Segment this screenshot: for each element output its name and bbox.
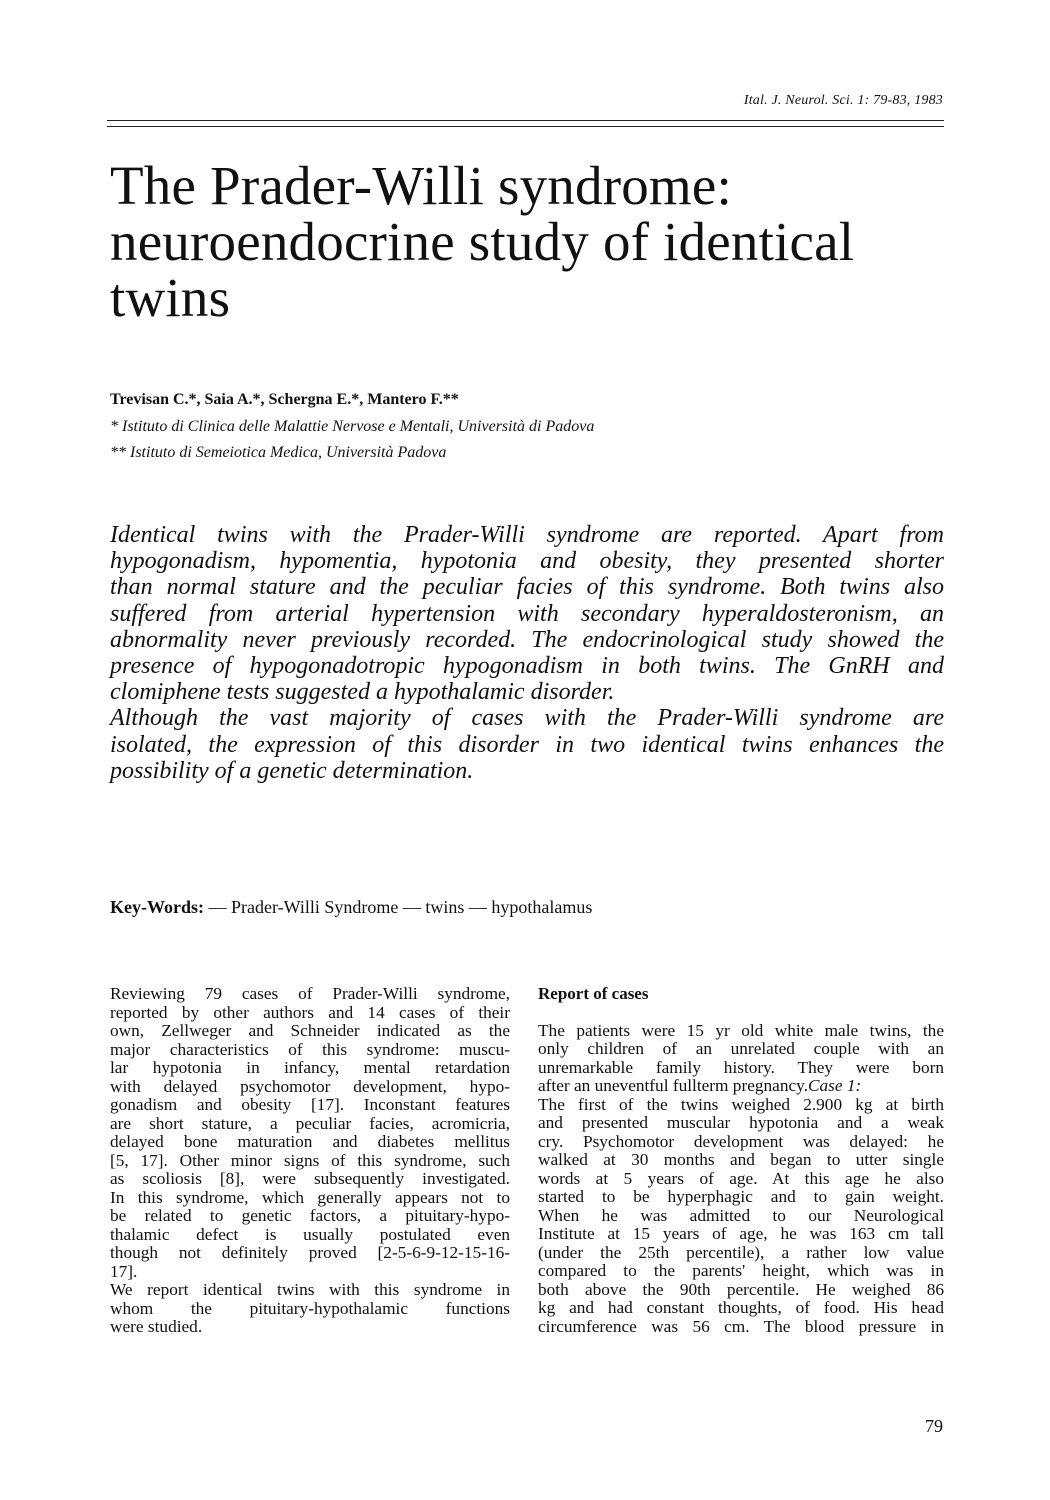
keywords-label: Key-Words: [110,897,204,917]
body-line: words at 5 years of age. At this age he also [538,1168,944,1188]
abstract-line: Identical twins with the Prader-Willi syndrome are reported. Apart from [110,522,944,548]
body-line: thalamic defect is usually postulated even [110,1224,510,1244]
keywords-text: — Prader-Willi Syndrome — twins — hypothalamus [204,897,593,917]
abstract-line: Although the vast majority of cases with the Prader-Willi syndrome are [110,705,944,732]
body-line: are short stature, a peculiar facies, acromicria, [110,1113,510,1133]
case-label: Case 1: [807,1076,862,1095]
right-column [538,985,944,1336]
body-line: both above the 90th percentile. He weighed 86 [538,1279,944,1299]
body-line: (under the 25th percentile), a rather low value [538,1242,944,1262]
body-line: only children of an unrelated couple with an [538,1039,944,1058]
body-line: Reviewing 79 cases of Prader-Willi syndrome, [110,984,510,1003]
body-line: 17]. [110,1261,138,1281]
body-line: were studied. [110,1317,203,1336]
body-line: as scoliosis [8], were subsequently investigated. [110,1169,510,1188]
left-column [110,985,510,1337]
title-line: neuroendocrine study of identical [110,211,855,272]
journal-reference: Ital. J. Neurol. Sci. 1: 79-83, 1983 [743,93,943,108]
body-line: In this syndrome, which generally appears not to [110,1187,510,1207]
body-line: be related to genetic factors, a pituitary-hypo- [110,1206,510,1225]
body-line: with delayed psychomotor development, hypo- [110,1076,510,1096]
header-rule-bottom [107,126,944,127]
abstract-line: possibility of a genetic determination. [110,757,474,784]
body-line: delayed bone maturation and diabetes mellitus [110,1132,510,1151]
abstract-line: abnormality never previously recorded. The endocrinological study showed the [110,626,944,653]
body-line: We report identical twins with this syndrome in [110,1280,510,1299]
keywords [110,897,592,918]
abstract-line: hypogonadism, hypomentia, hypotonia and obesity, they presented shorter [110,548,944,575]
body-line: When he was admitted to our Neurological [538,1205,944,1225]
header-rule-top [107,120,944,121]
author-list: Trevisan C.*, Saia A.*, Schergna E.*, Mantero F.** [110,391,459,408]
title-line: twins [110,267,231,328]
body-line: compared to the parents' height, which was in [538,1261,944,1280]
body-line: lar hypotonia in infancy, mental retardation [110,1058,510,1077]
body-line: whom the pituitary-hypothalamic functions [110,1298,510,1318]
body-line: reported by other authors and 14 cases of their [110,1002,510,1022]
body-line: [5, 17]. Other minor signs of this syndrome, such [110,1150,510,1170]
page-number: 79 [925,1416,943,1436]
body-line: walked at 30 months and began to utter single [538,1150,944,1169]
affiliation-1: * Istituto di Clinica delle Malattie Nervose e Mentali, Università di Padova [110,418,595,435]
body-line: The patients were 15 yr old white male twins, the [538,1020,944,1040]
body-line: unremarkable family history. They were born [538,1057,944,1077]
body-line [538,1077,944,1096]
abstract-line: clomiphene tests suggested a hypothalamic disorder. [110,679,615,706]
body-line: though not definitely proved [2-5-6-9-12-15-16- [110,1243,510,1262]
title-line: The Prader-Willi syndrome: [110,155,732,216]
body-line: cry. Psychomotor development was delayed: he [538,1131,944,1151]
abstract [110,522,944,784]
abstract-line: suffered from arterial hypertension with secondary hyperaldosteronism, an [110,600,944,627]
body-line: Institute at 15 years of age, he was 163 cm tall [538,1224,944,1243]
pregnancy-text: after an uneventful fullterm pregnancy. [538,1076,808,1095]
body-line: circumference was 56 cm. The blood pressure in [538,1316,944,1336]
abstract-line: isolated, the expression of this disorder in two identical twins enhances the [110,731,944,758]
body-line: The first of the twins weighed 2.900 kg at birth [538,1094,944,1114]
body-line: gonadism and obesity [17]. Inconstant features [110,1095,510,1114]
body-line: and presented muscular hypotonia and a weak [538,1113,944,1132]
body-line: kg and had constant thoughts, of food. His head [538,1298,944,1317]
body-line: own, Zellweger and Schneider indicated as the [110,1021,510,1040]
body-line: started to be hyperphagic and to gain weight. [538,1187,944,1206]
abstract-line: than normal stature and the peculiar facies of this syndrome. Both twins also [110,574,944,601]
abstract-line: presence of hypogonadotropic hypogonadism in both twins. The GnRH and [110,653,944,680]
section-heading: Report of cases [538,984,649,1003]
article-title [110,155,950,328]
affiliation-2: ** Istituto di Semeiotica Medica, Università Padova [110,444,447,461]
body-line: major characteristics of this syndrome: muscu- [110,1039,510,1059]
